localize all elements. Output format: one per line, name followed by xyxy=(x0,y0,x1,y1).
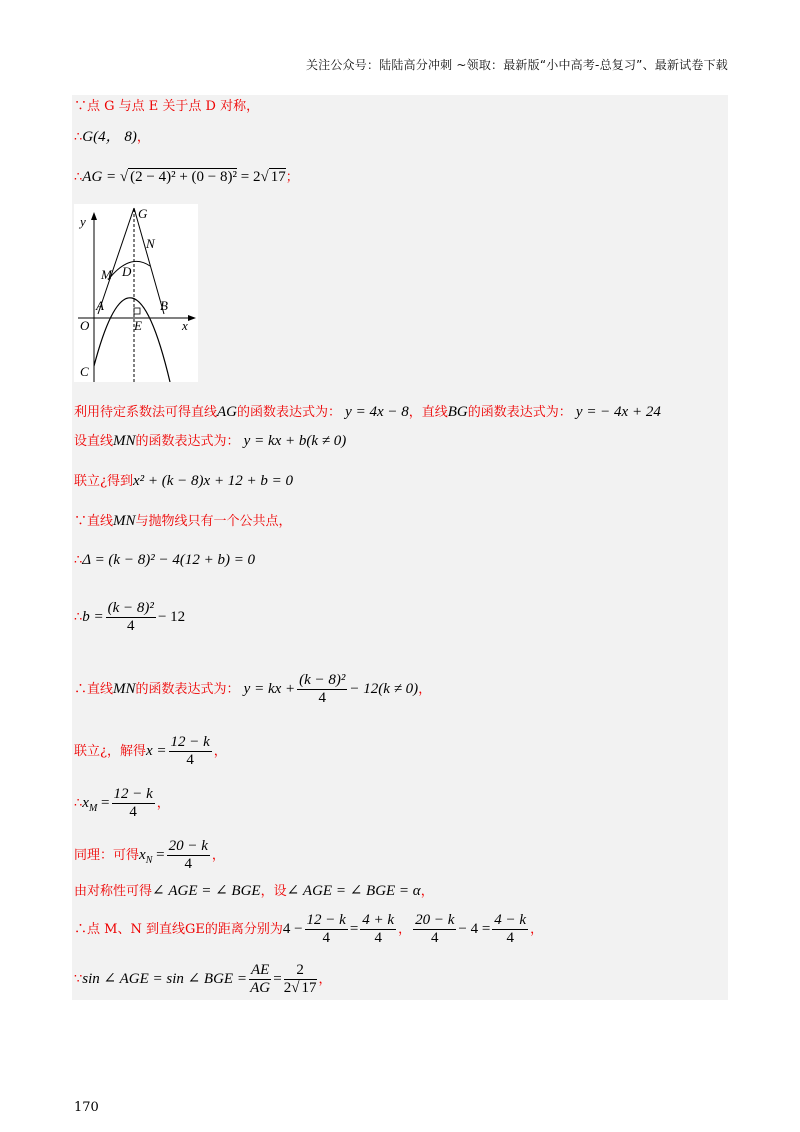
x-arrow-icon xyxy=(188,315,196,321)
line-xn xyxy=(74,838,225,873)
line-ag-bg-equations xyxy=(74,403,661,422)
math-part: − 12 xyxy=(157,609,186,625)
line-ag-length xyxy=(74,168,299,187)
denominator: 4 xyxy=(186,752,194,768)
punct: ， xyxy=(530,922,544,937)
math-part: AG = √ xyxy=(82,169,129,185)
text: 利用待定系数法可得直线 xyxy=(74,405,218,420)
subscript: M xyxy=(88,803,98,814)
math-part: 4 − xyxy=(282,921,303,937)
fraction xyxy=(413,912,456,947)
text: 的函数表达式为： xyxy=(135,682,240,697)
line-b-value xyxy=(74,600,185,635)
label-n: N xyxy=(146,236,155,251)
numerator: 4 − k xyxy=(494,912,527,928)
parabola-graph xyxy=(74,204,198,382)
label-e: E xyxy=(134,318,142,333)
math-part: x xyxy=(139,847,146,863)
subscript: N xyxy=(145,855,153,866)
text: 的函数表达式为： xyxy=(237,405,342,420)
line-tangent xyxy=(74,512,292,531)
text: 同理：可得 xyxy=(74,848,140,863)
numerator: AE xyxy=(250,962,270,978)
right-angle-mark xyxy=(134,308,140,314)
denominator: 4 xyxy=(374,930,382,946)
label-d: D xyxy=(122,264,132,279)
page-number: 170 xyxy=(74,1100,99,1115)
text: ∴直线 xyxy=(74,682,114,697)
parabola-curve xyxy=(94,298,170,382)
therefore-symbol: ∴ xyxy=(74,130,83,145)
text: ，设 xyxy=(260,884,287,899)
math-part: = xyxy=(349,921,359,937)
text: 设直线 xyxy=(74,434,114,449)
fraction xyxy=(169,734,212,769)
therefore-symbol: ∴ xyxy=(74,796,83,811)
line-distances xyxy=(74,912,543,947)
therefore-symbol: ∴ xyxy=(74,610,83,625)
punct: ， xyxy=(136,130,150,145)
equation: sin ∠ AGE = sin ∠ BGE = xyxy=(82,971,247,987)
text: ∴点 M、N 到直线GE的距离分别为 xyxy=(74,922,283,937)
line-sine xyxy=(74,962,332,997)
numerator: 20 − k xyxy=(415,912,455,928)
denominator: AG xyxy=(250,980,271,996)
math-part: − 4 = xyxy=(458,921,491,937)
punct: ； xyxy=(285,170,299,185)
denominator: 4 xyxy=(318,690,327,706)
text: ，直线 xyxy=(408,405,448,420)
line-xm xyxy=(74,786,170,821)
punct: ， xyxy=(211,848,225,863)
denominator: 4 xyxy=(129,804,137,820)
fraction xyxy=(492,912,528,947)
y-arrow-icon xyxy=(91,212,97,220)
math-part: x = xyxy=(145,743,167,759)
denominator: 4 xyxy=(506,930,514,946)
fraction xyxy=(106,600,156,635)
text: 联立¿，解得 xyxy=(74,744,146,759)
punct: ， xyxy=(318,972,332,987)
fraction xyxy=(305,912,348,947)
label-o: O xyxy=(80,318,90,333)
radicand: (2 − 4)² + (0 − 8)² xyxy=(130,169,237,185)
fraction xyxy=(112,786,155,821)
denominator: 4 xyxy=(127,618,135,634)
fraction xyxy=(284,962,317,997)
denominator-part: 2√ xyxy=(283,980,300,996)
math-part: = 2√ xyxy=(237,169,269,185)
math-g: G(4， 8) xyxy=(82,129,137,145)
label-b: B xyxy=(160,298,168,313)
text: 联立¿得到 xyxy=(74,474,133,489)
label-m: M xyxy=(101,267,112,282)
line-text: ∵点 G 与点 E 关于点 D 对称， xyxy=(74,99,260,114)
denominator: 4 xyxy=(184,856,192,872)
numerator: 2 xyxy=(284,962,317,980)
numerator: 12 − k xyxy=(306,912,346,928)
numerator: 12 − k xyxy=(113,786,153,802)
punct: ， xyxy=(420,884,434,899)
var: MN xyxy=(113,681,136,697)
punct: ， xyxy=(398,922,412,937)
line-discriminant xyxy=(74,551,255,570)
equation: y = 4x − 8 xyxy=(345,404,409,420)
line-symmetry xyxy=(74,98,259,116)
denominator: 4 xyxy=(430,930,439,946)
math-part: y = kx + xyxy=(243,681,296,697)
math-ag xyxy=(82,168,285,185)
text: 的函数表达式为： xyxy=(467,405,572,420)
therefore-symbol: ∴ xyxy=(74,170,83,185)
equation: x² + (k − 8)x + 12 + b = 0 xyxy=(132,473,294,489)
var: MN xyxy=(113,513,136,529)
line-mn-setup xyxy=(74,432,346,451)
because-symbol: ∵ xyxy=(74,972,83,987)
line-solve-x xyxy=(74,734,227,769)
numerator: 12 − k xyxy=(170,734,210,750)
var: MN xyxy=(113,433,136,449)
math-part: x xyxy=(82,795,89,811)
text: 由对称性可得 xyxy=(74,884,153,899)
fraction xyxy=(249,962,271,997)
line-angles xyxy=(74,882,434,901)
label-x: x xyxy=(182,318,188,333)
text: ∵直线 xyxy=(74,514,114,529)
label-c: C xyxy=(80,364,89,379)
math-part: = xyxy=(152,847,165,863)
line-system xyxy=(74,472,293,491)
equation: Δ = (k − 8)² − 4(12 + b) = 0 xyxy=(82,552,256,568)
radicand: 17 xyxy=(270,169,286,185)
equation: y = kx + b(k ≠ 0) xyxy=(243,433,347,449)
math-part: = xyxy=(273,971,282,987)
text: 的函数表达式为： xyxy=(135,434,240,449)
equation: ∠ AGE = ∠ BGE xyxy=(152,883,261,899)
numerator: 4 + k xyxy=(362,912,395,928)
equation: y = − 4x + 24 xyxy=(575,404,661,420)
label-y: y xyxy=(80,214,86,229)
punct: ， xyxy=(418,682,432,697)
denominator: 4 xyxy=(322,930,330,946)
numerator: 20 − k xyxy=(168,838,208,854)
fraction xyxy=(167,838,210,873)
numerator: (k − 8)² xyxy=(299,672,346,688)
graph-svg xyxy=(74,204,198,382)
denominator xyxy=(284,980,317,997)
therefore-symbol: ∴ xyxy=(74,553,83,568)
math-part: b = xyxy=(82,609,104,625)
fraction xyxy=(297,672,347,707)
page-header: 关注公众号：陆陆高分冲刺 ~领取：最新版“小中高考-总复习”、最新试卷下载 xyxy=(305,58,728,72)
punct: ， xyxy=(156,796,170,811)
var: BG xyxy=(447,404,468,420)
math-part: = xyxy=(97,795,110,811)
line-g-coord xyxy=(74,128,150,147)
equation: ∠ AGE = ∠ BGE = α xyxy=(286,883,421,899)
label-a: A xyxy=(96,298,104,313)
text: 与抛物线只有一个公共点， xyxy=(135,514,292,529)
var: AG xyxy=(217,404,238,420)
line-mn-expression xyxy=(74,672,431,707)
math-part: − 12(k ≠ 0) xyxy=(349,681,419,697)
numerator: (k − 8)² xyxy=(107,600,154,616)
label-g: G xyxy=(138,206,148,221)
radicand: 17 xyxy=(301,980,317,996)
fraction xyxy=(360,912,396,947)
punct: ， xyxy=(213,744,227,759)
